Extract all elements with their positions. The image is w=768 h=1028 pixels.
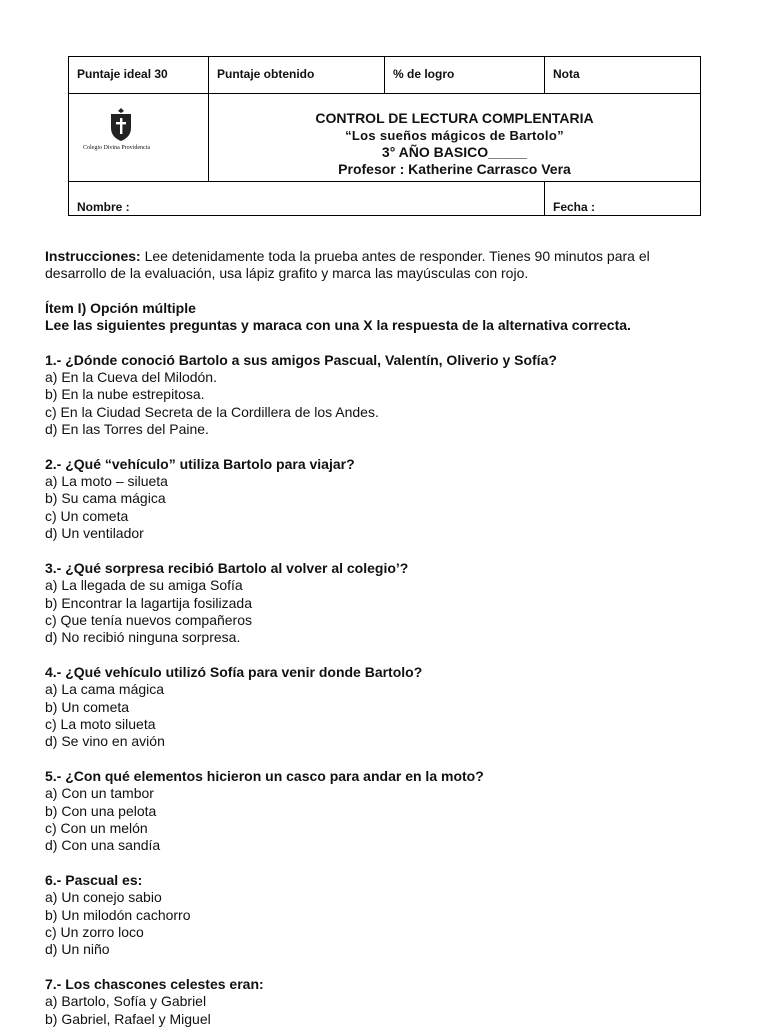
fecha-field[interactable]: Fecha : <box>553 200 596 214</box>
question-text: 3.- ¿Qué sorpresa recibió Bartolo al volver al colegio’? <box>45 559 409 576</box>
teacher-line: Profesor : Katherine Carrasco Vera <box>338 161 571 177</box>
option-b[interactable]: b) Un milodón cachorro <box>45 906 191 923</box>
question-5 <box>45 768 715 855</box>
option-d[interactable]: d) Un ventilador <box>45 525 144 542</box>
option-a[interactable]: a) Con un tambor <box>45 785 154 802</box>
nota-cell: Nota <box>553 67 580 81</box>
school-logo-cell <box>69 94 209 181</box>
instructions-label: Instrucciones: <box>45 248 141 264</box>
option-a[interactable]: a) La cama mágica <box>45 681 165 698</box>
option-c[interactable]: c) En la Ciudad Secreta de la Cordillera de los Andes. <box>45 403 379 420</box>
question-text: 7.- Los chascones celestes eran: <box>45 975 264 992</box>
instructions-text: Lee detenidamente toda la prueba antes de responder. Tienes 90 minutos para el desarrollo de la evaluación, usa lápiz grafito y marca las mayúsculas con rojo. <box>45 248 650 282</box>
question-3 <box>45 560 715 647</box>
item-subtitle: Lee las siguientes preguntas y maraca con una X la respuesta de la alternativa correcta. <box>45 317 631 334</box>
option-a[interactable]: a) La llegada de su amiga Sofía <box>45 577 243 594</box>
option-d[interactable]: d) No recibió ninguna sorpresa. <box>45 629 241 646</box>
title-block <box>209 94 700 181</box>
option-b[interactable]: b) Con una pelota <box>45 802 157 819</box>
exam-title: CONTROL DE LECTURA COMPLENTARIA <box>315 110 594 126</box>
school-shield-icon <box>109 108 133 142</box>
question-text: 1.- ¿Dónde conoció Bartolo a sus amigos Pascual, Valentín, Oliverio y Sofía? <box>45 351 557 368</box>
question-6 <box>45 872 715 959</box>
question-text: 4.- ¿Qué vehículo utilizó Sofía para venir donde Bartolo? <box>45 663 423 680</box>
option-c[interactable]: c) Que tenía nuevos compañeros <box>45 611 253 628</box>
item-heading <box>45 300 715 335</box>
question-4 <box>45 664 715 751</box>
option-a[interactable]: a) Bartolo, Sofía y Gabriel <box>45 993 207 1010</box>
story-title: “Los sueños mágicos de Bartolo” <box>345 128 564 143</box>
title-row <box>69 94 700 182</box>
exam-content <box>45 248 715 1028</box>
header-table <box>68 56 701 216</box>
grade-line: 3° AÑO BASICO_____ <box>381 144 528 160</box>
question-1 <box>45 352 715 439</box>
puntaje-obtenido-cell: Puntaje obtenido <box>209 57 385 93</box>
option-d[interactable]: d) Con una sandía <box>45 837 161 854</box>
school-name: Colegio Divina Providencia <box>83 145 150 151</box>
nombre-field[interactable]: Nombre : <box>69 182 545 215</box>
score-row <box>69 57 700 94</box>
option-c[interactable]: c) La moto silueta <box>45 715 156 732</box>
option-b[interactable]: b) En la nube estrepitosa. <box>45 386 205 403</box>
question-text: 2.- ¿Qué “vehículo” utiliza Bartolo para viajar? <box>45 455 355 472</box>
question-text: 5.- ¿Con qué elementos hicieron un casco para andar en la moto? <box>45 767 484 784</box>
item-title: Ítem I) Opción múltiple <box>45 299 196 316</box>
option-b[interactable]: b) Su cama mágica <box>45 490 166 507</box>
option-c[interactable]: c) Un cometa <box>45 507 129 524</box>
option-a[interactable]: a) En la Cueva del Milodón. <box>45 369 217 386</box>
puntaje-ideal-cell: Puntaje ideal 30 <box>69 57 209 93</box>
option-c[interactable]: c) Con un melón <box>45 819 148 836</box>
option-d[interactable]: d) Se vino en avión <box>45 733 165 750</box>
option-a[interactable]: a) La moto – silueta <box>45 473 168 490</box>
question-2 <box>45 456 715 543</box>
question-text: 6.- Pascual es: <box>45 871 143 888</box>
option-c[interactable]: c) Un zorro loco <box>45 924 144 940</box>
student-row <box>69 182 700 215</box>
option-b[interactable]: b) Encontrar la lagartija fosilizada <box>45 594 252 611</box>
option-b[interactable]: b) Un cometa <box>45 698 130 715</box>
option-d[interactable]: d) Un niño <box>45 941 110 958</box>
option-d[interactable]: d) En las Torres del Paine. <box>45 421 209 438</box>
logro-cell: % de logro <box>385 57 545 93</box>
option-a[interactable]: a) Un conejo sabio <box>45 889 162 906</box>
option-b[interactable]: b) Gabriel, Rafael y Miguel <box>45 1010 211 1027</box>
instructions <box>45 248 715 283</box>
question-7 <box>45 976 715 1028</box>
